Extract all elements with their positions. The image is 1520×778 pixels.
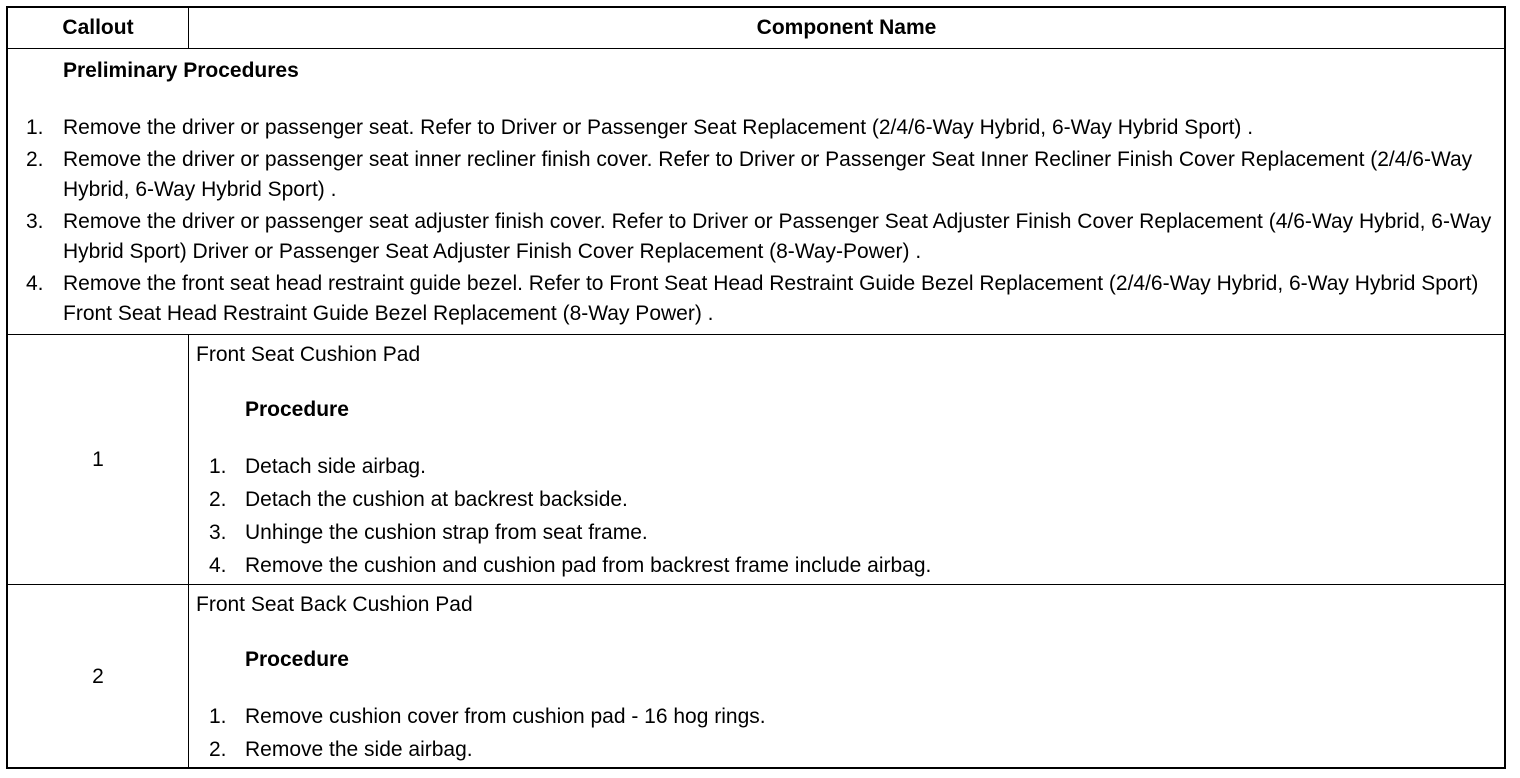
procedure-heading: Procedure: [245, 648, 349, 671]
header-component-name: Component Name: [756, 16, 937, 39]
list-item: [189, 450, 931, 483]
step-number: 2.: [26, 148, 44, 171]
preliminary-title: Preliminary Procedures: [63, 59, 299, 82]
step-text: Detach the cushion at backrest backside.: [245, 488, 628, 511]
list-item: [189, 700, 766, 733]
step-number: 4.: [26, 272, 44, 295]
list-item: [189, 516, 931, 549]
list-item: [8, 269, 1498, 329]
table-row: [8, 335, 1504, 585]
list-item: [189, 733, 766, 766]
step-text: Remove cushion cover from cushion pad - 16 hog rings.: [245, 705, 766, 728]
procedure-table: [6, 6, 1506, 769]
step-text: Detach side airbag.: [245, 455, 426, 478]
table-row: [8, 585, 1504, 769]
step-text: Remove the driver or passenger seat adjuster finish cover. Refer to Driver or Passenger Seat Adjuster Finish Cover Replacement (4/6-Way Hybrid, 6-Way Hybrid Sport) Driver or Passenger Seat Adjuster Finish Cover Replacement (8-Way-Power) .: [63, 210, 1492, 263]
preliminary-procedures-row: [8, 49, 1504, 335]
list-item: [8, 207, 1498, 267]
header-callout: Callout: [8, 8, 189, 48]
step-text: Remove the driver or passenger seat. Refer to Driver or Passenger Seat Replacement (2/4/6-Way Hybrid, 6-Way Hybrid Sport) .: [63, 116, 1254, 139]
step-number: 3.: [209, 521, 227, 544]
step-text: Remove the side airbag.: [245, 738, 473, 761]
step-number: 2.: [209, 488, 227, 511]
component-cell: [189, 585, 1504, 769]
preliminary-steps-list: [8, 113, 1498, 331]
procedure-steps-list: [189, 450, 931, 582]
component-name: Front Seat Cushion Pad: [196, 343, 421, 366]
step-text: Remove the cushion and cushion pad from backrest frame include airbag.: [245, 554, 932, 577]
list-item: [189, 483, 931, 516]
step-number: 1.: [26, 116, 44, 139]
step-text: Unhinge the cushion strap from seat frame.: [245, 521, 648, 544]
step-number: 2.: [209, 738, 227, 761]
component-name: Front Seat Back Cushion Pad: [196, 593, 473, 616]
step-number: 1.: [209, 455, 227, 478]
step-text: Remove the front seat head restraint guide bezel. Refer to Front Seat Head Restraint Guide Bezel Replacement (2/4/6-Way Hybrid, 6-Way Hybrid Sport) Front Seat Head Restraint Guide Bezel Replacement (8-Way Power) .: [63, 272, 1479, 325]
list-item: [8, 145, 1498, 205]
list-item: [8, 113, 1498, 143]
step-number: 3.: [26, 210, 44, 233]
procedure-heading: Procedure: [245, 398, 349, 421]
list-item: [189, 549, 931, 582]
callout-number: 2: [8, 585, 189, 769]
table-header-row: [8, 8, 1504, 49]
procedure-steps-list: [189, 700, 766, 766]
callout-number: 1: [8, 335, 189, 584]
component-cell: [189, 335, 1504, 584]
step-text: Remove the driver or passenger seat inner recliner finish cover. Refer to Driver or Passenger Seat Inner Recliner Finish Cover Replacement (2/4/6-Way Hybrid, 6-Way Hybrid Sport) .: [63, 148, 1473, 201]
step-number: 1.: [209, 705, 227, 728]
step-number: 4.: [209, 554, 227, 577]
